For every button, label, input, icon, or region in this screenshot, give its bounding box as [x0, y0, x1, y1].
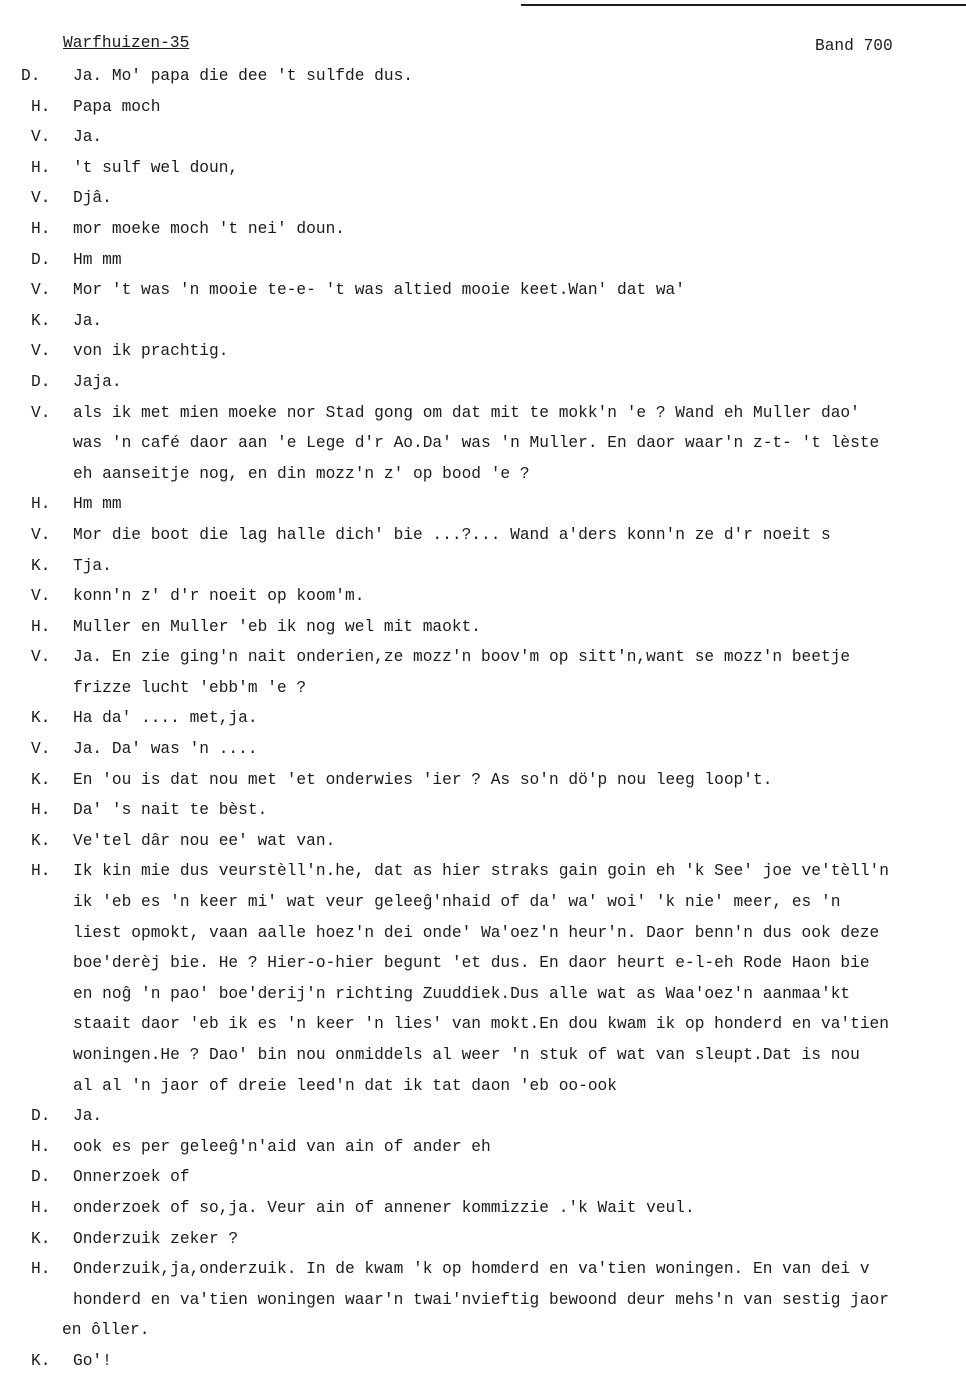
speaker-label: D. [21, 67, 41, 85]
speaker-label: V. [31, 189, 51, 208]
speaker-label: V. [31, 740, 51, 759]
transcript-turn [0, 489, 966, 520]
speaker-label: K. [31, 1229, 51, 1248]
transcript-turn [0, 795, 966, 826]
utterance-text: Muller en Muller 'eb ik nog wel mit maokt. [73, 617, 481, 636]
speaker-label: D. [31, 250, 51, 269]
transcript-turn [0, 765, 966, 796]
speaker-label: H. [31, 495, 51, 514]
speaker-label: V. [31, 342, 51, 361]
utterance-text: Tja. [73, 556, 112, 575]
transcript-turn [0, 856, 966, 1101]
transcript-turn [0, 92, 966, 123]
utterance-text: Mor die boot die lag halle dich' bie ...?... Wand a'ders konn'n ze d'r noeit s [73, 525, 831, 544]
transcript-turn [0, 612, 966, 643]
transcript-turn [0, 61, 966, 92]
transcript-turn [0, 1346, 966, 1377]
transcript-turn [0, 306, 966, 337]
transcript-turn [0, 214, 966, 245]
speaker-label: V. [31, 128, 51, 147]
utterance-text: 't sulf wel doun, [73, 158, 239, 177]
band-number: Band 700 [815, 37, 893, 55]
speaker-label: H. [31, 97, 51, 116]
transcript-turn [0, 336, 966, 367]
speaker-label: H. [31, 219, 51, 238]
transcript-turn [0, 1101, 966, 1132]
transcript-turn [0, 1315, 966, 1346]
page-title: Warfhuizen-35 [63, 34, 190, 52]
speaker-label: V. [31, 587, 51, 606]
speaker-label: D. [31, 372, 51, 391]
transcript-turn [0, 122, 966, 153]
speaker-label: H. [31, 617, 51, 636]
speaker-label: H. [31, 1137, 51, 1156]
utterance-text: Djâ. [73, 189, 112, 208]
speaker-label: K. [31, 831, 51, 850]
utterance-text: Ha da' .... met,ja. [73, 709, 258, 728]
utterance-text: Go'! [73, 1351, 112, 1370]
speaker-label: K. [31, 770, 51, 789]
utterance-text: als ik met mien moeke nor Stad gong om dat mit te mokk'n 'e ? Wand eh Muller dao' was 'n café daor aan 'e Lege d'r Ao.Da' was 'n Muller. En daor waar'n z-t- 't lèste eh aanseitje nog, en din mozz'n z' op bood 'e ? [73, 403, 880, 483]
transcript-turn [0, 398, 966, 490]
transcript-turn [0, 826, 966, 857]
transcript-turn [0, 1193, 966, 1224]
transcript-turn [0, 275, 966, 306]
transcript-turn [0, 581, 966, 612]
utterance-text: Ja. En zie ging'n nait onderien,ze mozz'n boov'm op sitt'n,want se mozz'n beetje frizze lucht 'ebb'm 'e ? [73, 648, 851, 697]
utterance-text: Onderzuik,ja,onderzuik. In de kwam 'k op homderd en va'tien woningen. En van dei v honderd en va'tien woningen waar'n twai'nvieftig bewoond deur mehs'n van sestig jaor [73, 1260, 889, 1309]
transcript-turn [0, 520, 966, 551]
transcript-turn [0, 245, 966, 276]
transcript [0, 61, 966, 1377]
speaker-label: K. [31, 709, 51, 728]
speaker-label: V. [31, 403, 51, 422]
utterance-text: Ve'tel dâr nou ee' wat van. [73, 831, 336, 850]
speaker-label: D. [31, 1107, 51, 1126]
speaker-label: V. [31, 525, 51, 544]
transcript-turn [0, 367, 966, 398]
utterance-text: Ja. Mo' papa die dee 't sulfde dus. [73, 67, 413, 85]
utterance-text: Hm mm [73, 250, 122, 269]
transcript-turn [0, 153, 966, 184]
utterance-text: Hm mm [73, 495, 122, 514]
utterance-text: Onnerzoek of [73, 1168, 190, 1187]
utterance-text: ook es per geleeĝ'n'aid van ain of ander eh [73, 1137, 491, 1156]
speaker-label: H. [31, 1260, 51, 1279]
utterance-text: konn'n z' d'r noeit op koom'm. [73, 587, 365, 606]
top-rule [521, 4, 966, 6]
utterance-text: En 'ou is dat nou met 'et onderwies 'ier ? As so'n dö'p nou leeg loop't. [73, 770, 773, 789]
utterance-text: Da' 's nait te bèst. [73, 801, 268, 820]
speaker-label: K. [31, 311, 51, 330]
speaker-label: V. [31, 648, 51, 667]
utterance-text: en ôller. [62, 1321, 150, 1340]
utterance-text: Ik kin mie dus veurstèll'n.he, dat as hier straks gain goin eh 'k See' joe ve'tèll'n ik 'eb es 'n keer mi' wat veur geleeĝ'nhaid of da' wa' woi' 'k nie' meer, es 'n liest opmokt, vaan aalle hoez'n dei onde' Wa'oez'n heur'n. Daor benn'n dus ook deze boe'derèj bie. He ? Hier-o-hier begunt 'et dus. En daor heurt e-l-eh Rode Haon bie en noĝ 'n pao' boe'derij'n richting Zuuddiek.Dus alle wat as Waa'oez'n aanmaa'kt staait daor 'eb ik es 'n keer 'n lies' van mokt.En dou kwam ik op honderd en va'tien woningen.He ? Dao' bin nou onmiddels al weer 'n stuk of wat van sleupt.Dat is nou al al 'n jaor of dreie leed'n dat ik tat daon 'eb oo-ook [73, 862, 889, 1095]
transcript-turn [0, 183, 966, 214]
speaker-label: V. [31, 281, 51, 300]
utterance-text: Ja. [73, 311, 103, 330]
utterance-text: onderzoek of so,ja. Veur ain of annener kommizzie .'k Wait veul. [73, 1198, 695, 1217]
transcript-turn [0, 551, 966, 582]
transcript-turn [0, 1132, 966, 1163]
speaker-label: H. [31, 158, 51, 177]
utterance-text: Mor 't was 'n mooie te-e- 't was altied mooie keet.Wan' dat wa' [73, 281, 685, 300]
speaker-label: K. [31, 556, 51, 575]
speaker-label: H. [31, 801, 51, 820]
speaker-label: H. [31, 862, 51, 881]
utterance-text: Onderzuik zeker ? [73, 1229, 239, 1248]
utterance-text: Papa moch [73, 97, 161, 116]
transcript-turn [0, 1254, 966, 1315]
utterance-text: Ja. [73, 128, 103, 147]
transcript-turn [0, 734, 966, 765]
speaker-label: D. [31, 1168, 51, 1187]
utterance-text: von ik prachtig. [73, 342, 229, 361]
speaker-label: H. [31, 1198, 51, 1217]
transcript-turn [0, 1224, 966, 1255]
speaker-label: K. [31, 1351, 51, 1370]
utterance-text: Ja. Da' was 'n .... [73, 740, 258, 759]
transcript-turn [0, 642, 966, 703]
utterance-text: Jaja. [73, 372, 122, 391]
transcript-turn [0, 703, 966, 734]
transcript-turn [0, 1162, 966, 1193]
utterance-text: Ja. [73, 1107, 103, 1126]
utterance-text: mor moeke moch 't nei' doun. [73, 219, 345, 238]
